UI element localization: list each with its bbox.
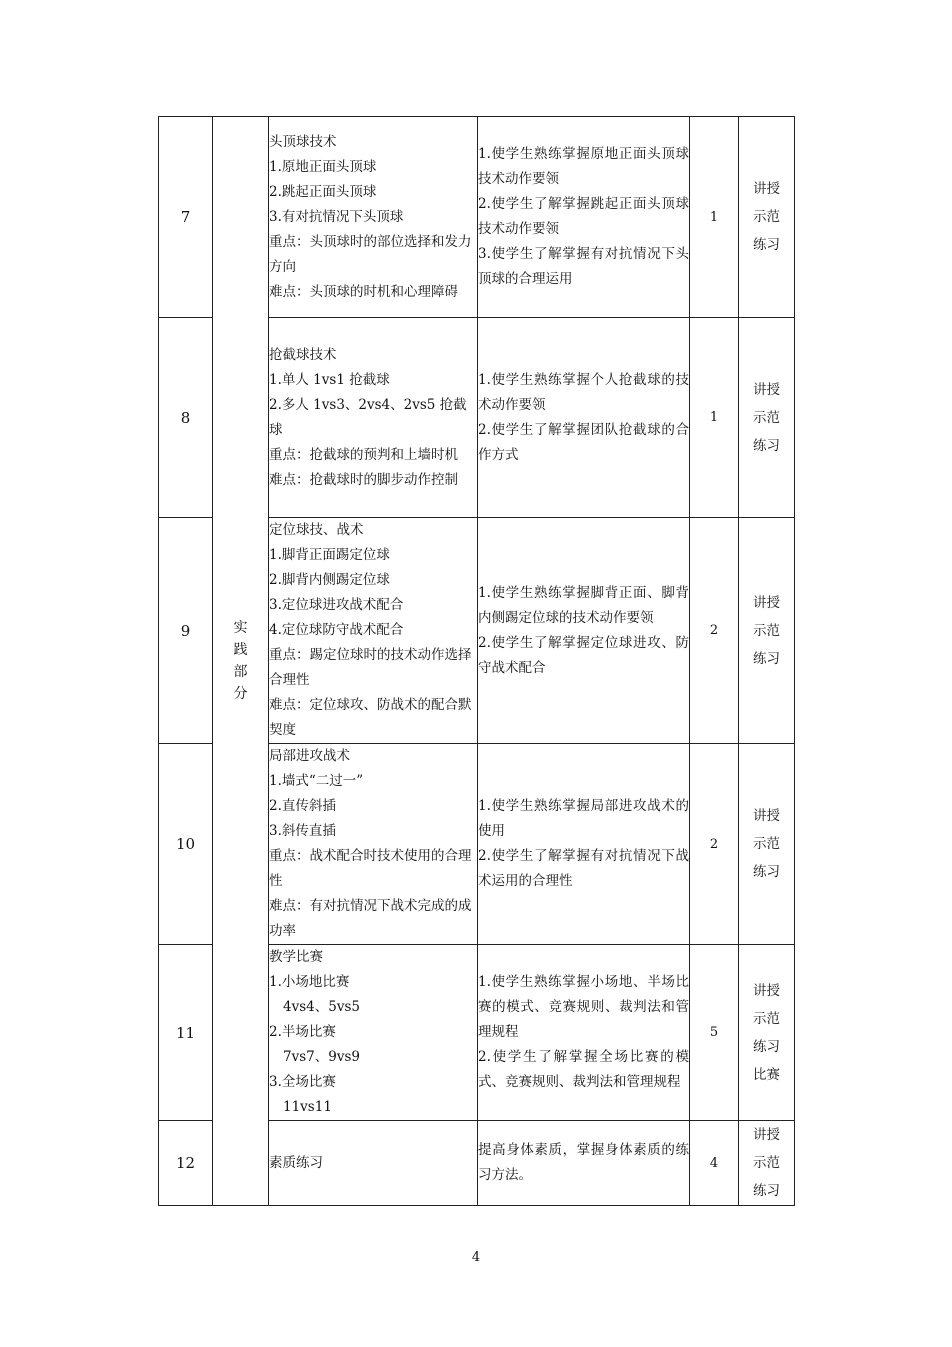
content-cell (269, 1121, 478, 1206)
row-number: 10 (159, 744, 213, 945)
content-line: 3.定位球进攻战术配合 (269, 597, 404, 613)
content-line: 抢截球技术 (269, 346, 337, 363)
hours-cell: 2 (690, 744, 739, 945)
method-item: 讲授 (753, 982, 780, 999)
content-line: 难点：有对抗情况下战术完成的成功率 (269, 898, 472, 939)
method-item: 示范 (753, 409, 780, 426)
row-number: 9 (159, 518, 213, 744)
objective-line: 2.使学生了解掌握团队抢截球的合作方式 (478, 421, 689, 463)
objective-line: 提高身体素质，掌握身体素质的练习方法。 (478, 1142, 689, 1183)
content-line: 2.脚背内侧踢定位球 (269, 572, 390, 588)
content-cell (269, 117, 478, 318)
content-line: 定位球技、战术 (269, 522, 364, 538)
content-line: 重点：头顶球时的部位选择和发力方向 (269, 233, 472, 275)
row-number: 12 (159, 1121, 213, 1206)
content-line: 3.斜传直插 (269, 823, 336, 839)
objective-line: 1.使学生熟练掌握个人抢截球的技术动作要领 (478, 371, 689, 413)
content-line: 1.脚背正面踢定位球 (269, 547, 390, 563)
method-cell (739, 744, 795, 945)
method-item: 讲授 (753, 808, 780, 824)
section-label: 实践部分 (233, 620, 248, 702)
content-line: 2.多人 1vs3、2vs4、2vs5 抢截球 (269, 396, 467, 438)
content-line: 重点：踢定位球时的技术动作选择合理性 (269, 647, 472, 688)
content-line: 3.有对抗情况下头顶球 (269, 208, 404, 225)
row-number: 11 (159, 945, 213, 1121)
hours-cell: 2 (690, 518, 739, 744)
method-item: 练习 (753, 650, 780, 667)
objective-cell (478, 318, 690, 518)
content-line: 4vs4、5vs5 (283, 999, 360, 1015)
method-item: 练习 (753, 437, 780, 454)
content-line: 头顶球技术 (269, 133, 337, 150)
content-cell (269, 945, 478, 1121)
objective-line: 1.使学生熟练掌握局部进攻战术的使用 (478, 798, 689, 839)
content-line: 11vs11 (283, 1099, 332, 1115)
content-line: 1.原地正面头顶球 (269, 158, 377, 175)
objective-cell (478, 117, 690, 318)
method-item: 示范 (753, 836, 780, 852)
content-line: 7vs7、9vs9 (283, 1049, 360, 1065)
method-cell (739, 318, 795, 518)
content-line: 难点：抢截球时的脚步动作控制 (269, 471, 458, 488)
content-cell (269, 518, 478, 744)
content-line: 1.小场地比赛 (269, 974, 350, 990)
content-line: 重点：抢截球的预判和上墙时机 (269, 446, 458, 463)
method-item: 示范 (753, 1010, 780, 1027)
content-line: 2.跳起正面头顶球 (269, 183, 377, 200)
method-item: 比赛 (753, 1066, 780, 1083)
method-cell (739, 945, 795, 1121)
objective-cell (478, 744, 690, 945)
objective-cell (478, 945, 690, 1121)
objective-cell (478, 518, 690, 744)
objective-line: 2.使学生了解掌握定位球进攻、防守战术配合 (478, 634, 689, 676)
method-item: 讲授 (753, 181, 780, 197)
objective-line: 1.使学生熟练掌握脚背正面、脚背内侧踢定位球的技术动作要领 (478, 584, 689, 626)
method-item: 练习 (753, 1038, 780, 1055)
content-line: 重点：战术配合时技术使用的合理性 (269, 848, 472, 889)
schedule-table (158, 116, 795, 1206)
method-item: 讲授 (753, 381, 780, 398)
content-line: 2.直传斜插 (269, 798, 336, 814)
content-line: 教学比赛 (269, 949, 323, 965)
hours-cell: 4 (690, 1121, 739, 1206)
method-item: 练习 (753, 1183, 780, 1199)
objective-line: 2.使学生了解掌握有对抗情况下战术运用的合理性 (478, 848, 689, 889)
page-number: 4 (471, 1250, 481, 1265)
method-item: 练习 (753, 237, 780, 253)
objective-line: 1.使学生熟练掌握原地正面头顶球技术动作要领 (478, 146, 689, 187)
objective-cell (478, 1121, 690, 1206)
content-line: 难点：定位球攻、防战术的配合默契度 (269, 697, 472, 738)
method-cell (739, 117, 795, 318)
content-line: 2.半场比赛 (269, 1024, 336, 1040)
method-item: 示范 (753, 622, 780, 639)
method-item: 示范 (753, 209, 780, 225)
hours-cell: 5 (690, 945, 739, 1121)
method-cell (739, 1121, 795, 1206)
method-item: 讲授 (753, 594, 780, 611)
row-number: 8 (159, 318, 213, 518)
content-cell (269, 318, 478, 518)
content-line: 难点：头顶球的时机和心理障碍 (269, 283, 458, 300)
objective-line: 2.使学生了解掌握全场比赛的模式、竞赛规则、裁判法和管理规程 (478, 1049, 689, 1090)
content-line: 素质练习 (269, 1154, 323, 1171)
table-row (159, 117, 795, 318)
content-line: 3.全场比赛 (269, 1074, 336, 1090)
method-item: 讲授 (753, 1127, 780, 1143)
hours-cell: 1 (690, 117, 739, 318)
content-line: 1.墙式“二过一” (269, 773, 364, 789)
objective-line: 3.使学生了解掌握有对抗情况下头顶球的合理运用 (478, 246, 689, 287)
content-line: 1.单人 1vs1 抢截球 (269, 371, 390, 388)
method-item: 练习 (753, 864, 780, 880)
hours-cell: 1 (690, 318, 739, 518)
objective-line: 2.使学生了解掌握跳起正面头顶球技术动作要领 (478, 196, 689, 237)
section-cell (213, 117, 269, 1206)
row-number: 7 (159, 117, 213, 318)
objective-line: 1.使学生熟练掌握小场地、半场比赛的模式、竞赛规则、裁判法和管理规程 (478, 974, 689, 1040)
method-item: 示范 (753, 1155, 780, 1171)
method-cell (739, 518, 795, 744)
content-line: 4.定位球防守战术配合 (269, 622, 404, 638)
content-line: 局部进攻战术 (269, 748, 350, 764)
content-cell (269, 744, 478, 945)
